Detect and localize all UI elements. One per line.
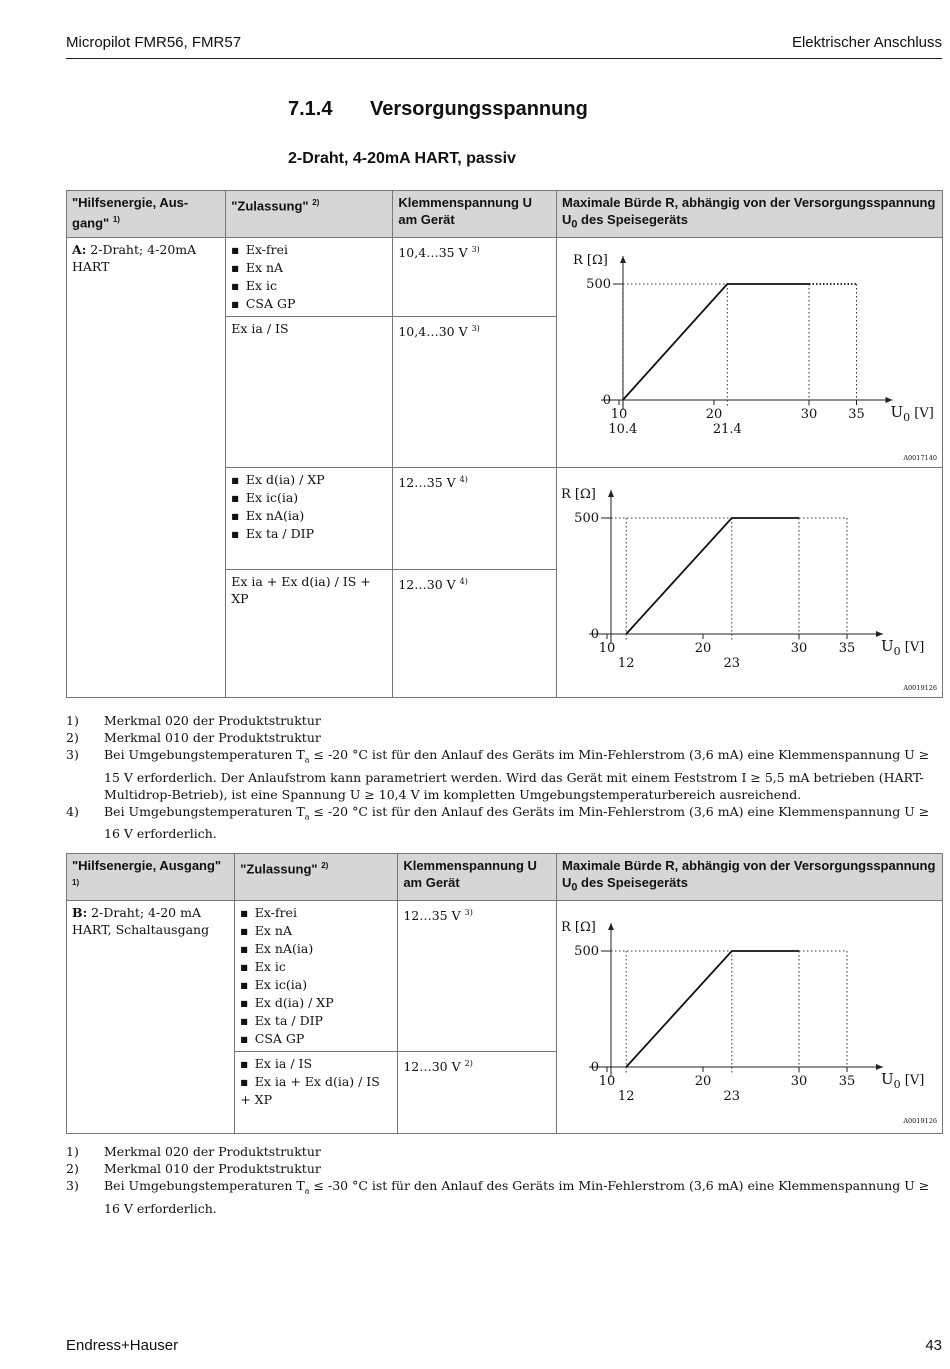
supply-table-b <box>66 853 943 1134</box>
header-power-output: "Hilfsenergie, Ausgang" $^{1)}$ <box>67 854 235 901</box>
section-number: 7.1.4 <box>288 98 333 120</box>
x-tick-label: 30 <box>790 1073 808 1089</box>
x-tick-label: 35 <box>848 406 865 422</box>
power-output-label: B: 2-Draht; 4-20 mA HART, Schaltausgang <box>67 900 235 1133</box>
x-tick-label: 35 <box>838 640 856 656</box>
subsection-title: 2-Draht, 4-20mA HART, passiv <box>288 150 516 167</box>
y-axis-arrow <box>608 490 614 497</box>
load-chart-2 <box>556 467 942 697</box>
header-max-load: Maximale Bürde R, abhängig von der Versorgungsspannung $U_0$ des Speisegeräts <box>556 854 942 901</box>
x-tick-label: 30 <box>800 406 818 422</box>
approval-list: ■ Ex d(ia) / XP ■ Ex ic(ia) ■ Ex nA(ia) ■ Ex ta / DIP <box>226 467 393 569</box>
load-curve <box>626 951 799 1067</box>
x-tick-label: 10 <box>598 1073 616 1089</box>
load-chart-3 <box>556 900 942 1133</box>
load-curve <box>623 284 809 400</box>
y-tick-label: 0 <box>590 626 599 642</box>
terminal-voltage: 12…30 V $^{4)}$ <box>393 570 557 698</box>
header-approval: "Zulassung" $^{2)}$ <box>226 191 393 238</box>
figure-code: A0019126 <box>903 1116 937 1125</box>
y-tick-label: 0 <box>590 1059 599 1075</box>
y-tick-label: 500 <box>574 943 599 959</box>
footer-company: Endress+Hauser <box>66 1337 179 1354</box>
load-curve <box>626 518 799 634</box>
supply-table-a <box>66 190 943 698</box>
x-tick-label: 20 <box>705 406 723 422</box>
terminal-voltage: 12…35 V $^{3)}$ <box>398 900 557 1051</box>
y-tick-label: 500 <box>586 276 611 292</box>
terminal-voltage: 12…35 V $^{4)}$ <box>393 467 557 569</box>
approval-list: ■ Ex ia / IS ■ Ex ia + Ex d(ia) / IS + XP <box>235 1051 398 1133</box>
header-max-load: Maximale Bürde R, abhängig von der Versorgungsspannung $U_0$ des Speisegeräts <box>556 191 942 238</box>
x-tick-label: 35 <box>838 1073 856 1089</box>
y-axis-label: R [Ω] <box>572 252 608 268</box>
header-approval: "Zulassung" $^{2)}$ <box>235 854 398 901</box>
power-output-label: A: 2-Draht; 4-20mA HART <box>67 237 226 697</box>
y-tick-label: 0 <box>602 392 611 408</box>
figure-code: A0017140 <box>903 453 937 462</box>
x-mark-label: 10.4 <box>608 421 638 437</box>
terminal-voltage: 10,4…35 V $^{3)}$ <box>393 237 557 316</box>
terminal-voltage: 10,4…30 V $^{3)}$ <box>393 316 557 467</box>
y-axis-label: R [Ω] <box>560 486 596 502</box>
header-product: Micropilot FMR56, FMR57 <box>66 34 242 51</box>
y-axis-arrow <box>620 256 626 263</box>
x-mark-label: 23 <box>723 655 741 671</box>
footnotes-b: 1) Merkmal 020 der Produktstruktur 2) Merkmal 010 der Produktstruktur 3) Bei Umgebungstemperaturen $T_a \le -30$ °C ist für den Anlauf des Geräts im Min-Fehlerstrom (3,6 mA) eine Klemmenspannung U ≥ 16 V erforderlich. <box>66 1144 930 1216</box>
header-terminal-voltage: Klemmenspannung U am Gerät <box>398 854 557 901</box>
x-mark-label: 21.4 <box>712 421 742 437</box>
page-number: 43 <box>925 1337 942 1354</box>
footnotes-a: 1) Merkmal 020 der Produktstruktur 2) Merkmal 010 der Produktstruktur 3) Bei Umgebungstemperaturen $T_a \le -20$ °C ist für den Anlauf des Geräts im Min-Fehlerstrom (3,6 mA) eine Klemmenspannung U ≥ 15 V erforderlich. Der Anlaufstrom kann parametriert werden. Wird das Gerät mit einem Feststrom I ≥ 5,5 mA betrieben (HART-Multidrop-Betrieb), ist eine Spannung U ≥ 10,4 V im kompletten Umgebungstemperaturbereich ausreichend. 4) Bei Umgebungstemperaturen $T_a \le -20$ °C ist für den Anlauf des Geräts im Min-Fehlerstrom (3,6 mA) eine Klemmenspannung U ≥ 16 V erforderlich. <box>66 713 930 841</box>
x-mark-label: 12 <box>617 1088 635 1104</box>
approval-text: Ex ia + Ex d(ia) / IS + XP <box>226 570 393 698</box>
header-terminal-voltage: Klemmenspannung U am Gerät <box>393 191 557 238</box>
header-chapter: Elektrischer Anschluss <box>791 34 942 51</box>
section-title: Versorgungsspannung <box>370 98 588 120</box>
x-axis-label: $U_0$ [V] <box>880 636 925 658</box>
header-power-output: "Hilfsenergie, Aus-gang" $^{1)}$ <box>67 191 226 238</box>
x-tick-label: 10 <box>598 640 616 656</box>
x-tick-label: 10 <box>610 406 628 422</box>
x-tick-label: 30 <box>790 640 808 656</box>
x-mark-label: 23 <box>723 1088 741 1104</box>
header-rule <box>66 58 942 59</box>
x-mark-label: 12 <box>617 655 635 671</box>
y-axis-label: R [Ω] <box>560 919 596 935</box>
x-axis-label: $U_0$ [V] <box>880 1069 925 1091</box>
figure-code: A0019126 <box>903 683 937 692</box>
y-tick-label: 500 <box>574 510 599 526</box>
x-tick-label: 20 <box>694 1073 712 1089</box>
approval-list: ■ Ex-frei ■ Ex nA ■ Ex nA(ia) ■ Ex ic ■ Ex ic(ia) ■ Ex d(ia) / XP ■ Ex ta / DIP ■ CSA GP <box>235 900 398 1051</box>
x-tick-label: 20 <box>694 640 712 656</box>
approval-text: Ex ia / IS <box>226 316 393 467</box>
x-axis-label: $U_0$ [V] <box>890 402 934 424</box>
terminal-voltage: 12…30 V $^{2)}$ <box>398 1051 557 1133</box>
load-chart-1 <box>556 237 942 467</box>
approval-list: ■ Ex-frei ■ Ex nA ■ Ex ic ■ CSA GP <box>226 237 393 316</box>
y-axis-arrow <box>608 923 614 930</box>
